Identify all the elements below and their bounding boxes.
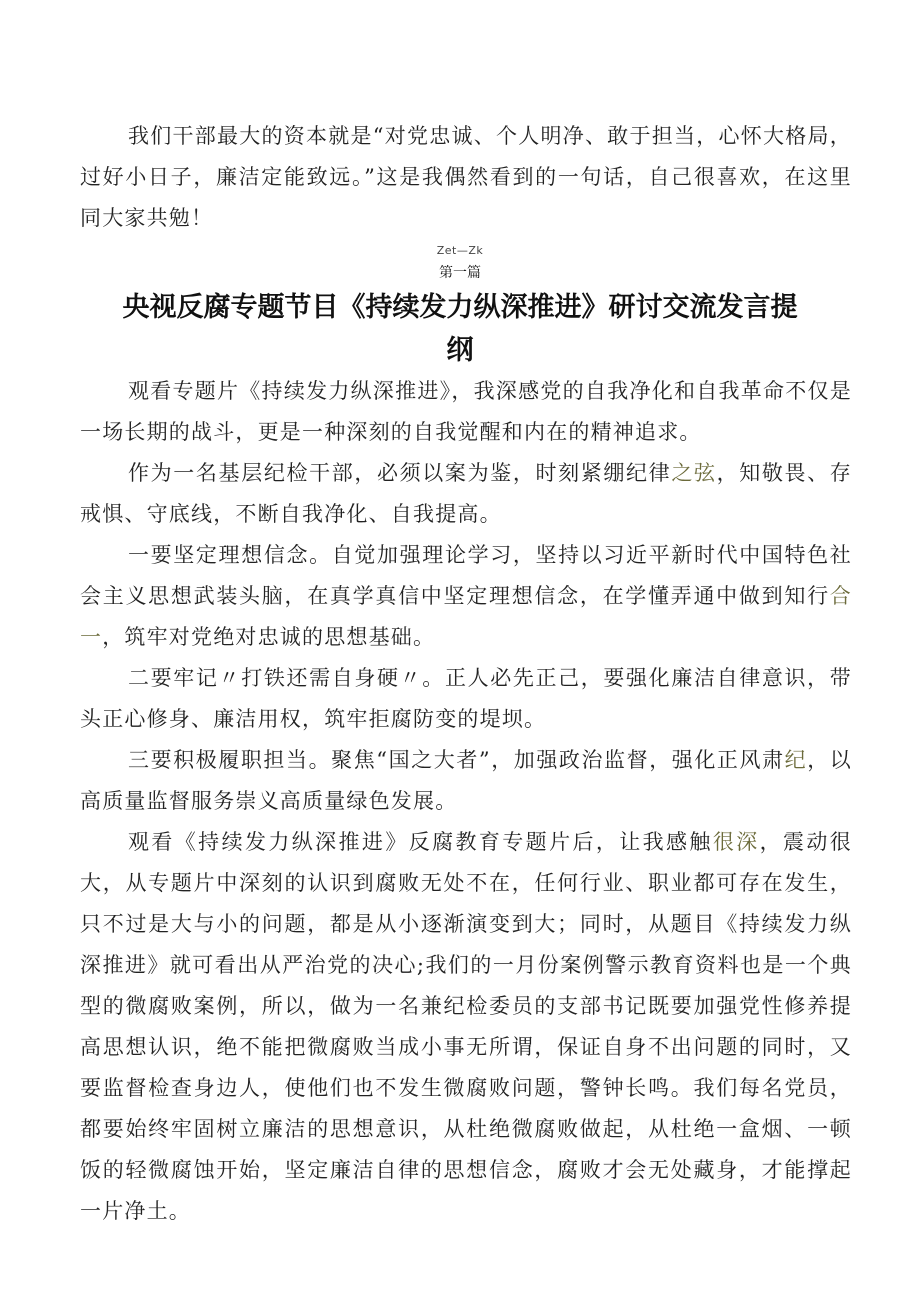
paragraph-6 xyxy=(80,822,852,1232)
paragraph-2-highlight: 之弦 xyxy=(671,461,717,485)
paragraph-6-part-2: ，震动很大，从专题片中深刻的认识到腐败无处不在，任何行业、职业都可存在发生，只不过是大与小的问题，都是从小逐渐演变到大；同时，从题目《持续发力纵深推进》就可看出从严治党的决心;我们的一月份案例警示教育资料也是一个典型的微腐败案例，所以，做为一名兼纪检委员的支部书记既要加强党性修养提高思想认识，绝不能把微腐败当成小事无所谓，保证自身不出问题的同时，又要监督检查身边人，使他们也不发生微腐败问题，警钟长鸣。我们每名党员，都要始终牢固树立廉洁的思想意识，从杜绝微腐败做起，从杜绝一盒烟、一顿饭的轻微腐蚀开始，坚定廉洁自律的思想信念，腐败才会无处藏身，才能撑起一片净土。 xyxy=(80,830,853,1223)
paragraph-6-part-1: 观看《持续发力纵深推进》反腐教育专题片后，让我感触 xyxy=(128,830,713,854)
paragraph-5-highlight: 纪 xyxy=(784,748,808,772)
intro-paragraph: 我们干部最大的资本就是“对党忠诚、个人明净、敢于担当，心怀大格局，过好小日子，廉洁定能致远。”这是我偶然看到的一句话，自己很喜欢，在这里同大家共勉！ xyxy=(80,124,852,230)
paragraph-3 xyxy=(80,535,852,658)
paragraph-5 xyxy=(80,740,852,822)
paragraph-5-part-1: 三要积极履职担当。聚焦“国之大者”，加强政治监督，强化正风肃 xyxy=(128,748,785,772)
paragraph-3-highlight: 合一 xyxy=(80,584,852,649)
paragraph-3-part-1: 一要坚定理想信念。自觉加强理论学习，坚持以习近平新时代中国特色社会主义思想武装头脑，在真学真信中坚定理想信念，在学懂弄通中做到知行 xyxy=(80,543,852,608)
section-marker-label: Zet—Zk xyxy=(436,244,484,257)
article-title: 央视反腐专题节目《持续发力纵深推进》研讨交流发言提纲 xyxy=(122,292,798,366)
paragraph-2 xyxy=(80,453,852,535)
paragraph-2-part-2: ，知敬畏、存戒惧、守底线，不断自我净化、自我提高。 xyxy=(80,461,852,526)
paragraph-2-part-1: 作为一名基层纪检干部，必须以案为鉴，时刻紧绷纪律 xyxy=(128,461,672,485)
paragraph-5-part-2: ，以高质量监督服务崇义高质量绿色发展。 xyxy=(80,748,852,813)
paragraph-1: 观看专题片《持续发力纵深推进》，我深感党的自我净化和自我革命不仅是一场长期的战斗，更是一种深刻的自我觉醒和内在的精神追求。 xyxy=(80,379,852,444)
section-marker-sublabel: 第一篇 xyxy=(439,265,481,281)
paragraph-4: 二要牢记〃打铁还需自身硬〃。正人必先正己，要强化廉洁自律意识，带头正心修身、廉洁用权，筑牢拒腐防变的堤坝。 xyxy=(80,666,852,731)
paragraph-6-highlight: 很深 xyxy=(712,830,760,854)
paragraph-3-part-2: ，筑牢对党绝对忠诚的思想基础。 xyxy=(102,625,436,649)
